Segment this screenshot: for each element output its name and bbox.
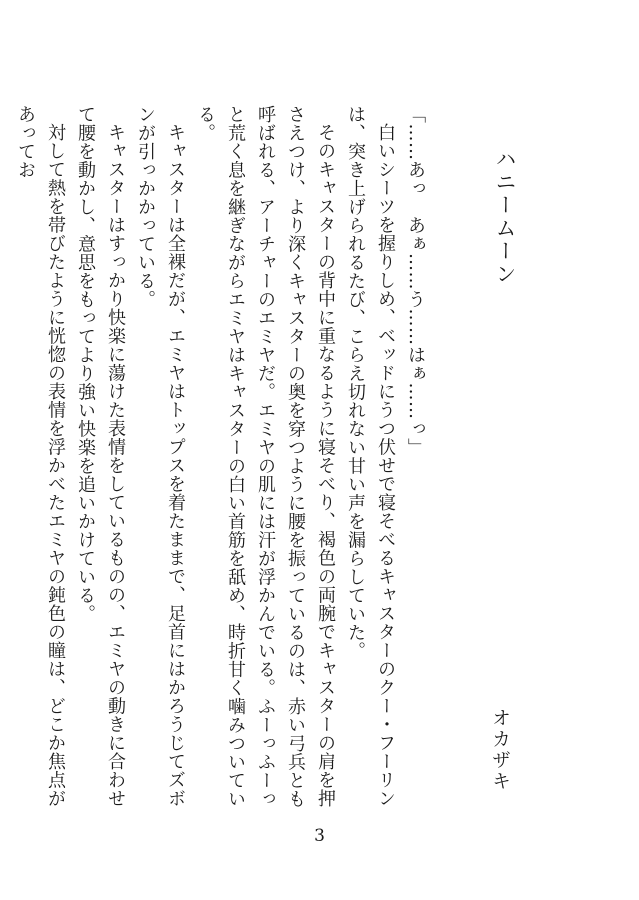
story-body [15,105,430,825]
paragraph: 対して熱を帯びたように恍惚の表情を浮かべたエミヤの鈍色の瞳は、どこか焦点があってお [15,105,66,808]
paragraph: キャスターは全裸だが、エミヤはトップスを着たままで、足首にはかろうじてズボンが引っかかっている。 [135,105,186,808]
paragraph: 白いシーツを握りしめ、ベッドにうつ伏せで寝そべるキャスターのクー・フーリンは、突き上げられるたび、こらえ切れない甘い声を漏らしていた。 [345,105,396,808]
page-number: 3 [314,826,325,846]
paragraph: そのキャスターの背中に重なるように寝そべり、褐色の両腕でキャスターの肩を押さえつけ、より深くキャスターの奥を穿つように腰を振っているのは、赤い弓兵とも呼ばれる、アーチャーのエミヤだ。エミヤの肌には汗が浮かんでいる。ふーっふーっと荒く息を継ぎながらエミヤはキャスターの白い首筋を舐め、時折甘く噛みついている。 [195,105,336,808]
paragraph: キャスターはすっかり快楽に蕩けた表情をしているものの、エミヤの動きに合わせて腰を動かし、意思をもってより強い快楽を追いかけている。 [75,105,126,808]
paragraph-dialogue: 「……あっ あぁ……う……はぁ……っ」 [405,105,426,457]
author-name: オカザキ [489,708,511,792]
story-title: ハニームーン [493,148,517,286]
